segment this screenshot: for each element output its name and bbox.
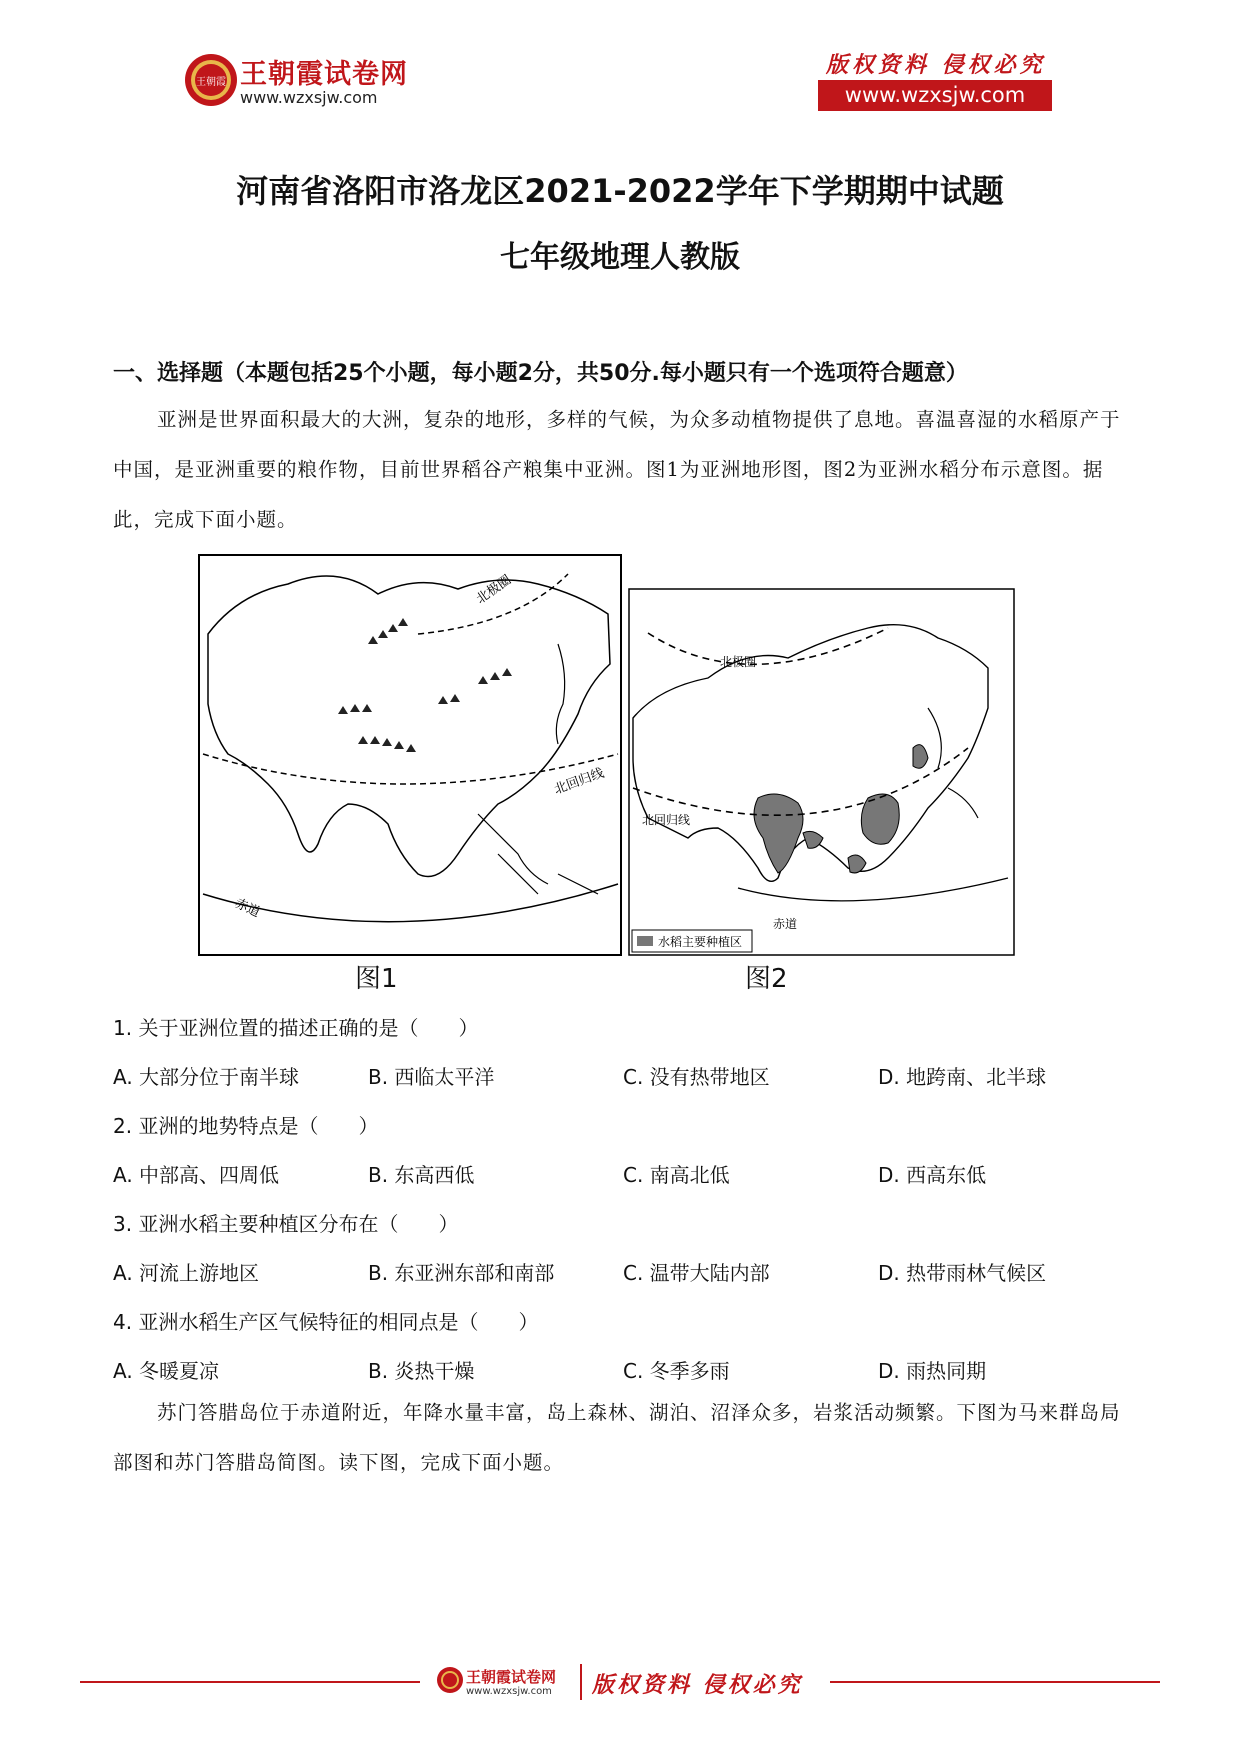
question-1-option-b: B. 西临太平洋: [368, 1065, 495, 1089]
question-2-option-c: C. 南高北低: [623, 1163, 730, 1187]
figure1-asia-terrain-map: [198, 554, 622, 956]
footer-brand-name: 王朝霞试卷网: [466, 1668, 557, 1686]
brand-seal-text: 王朝霞: [196, 77, 226, 88]
exam-title: 河南省洛阳市洛龙区2021-2022学年下学期期中试题: [236, 172, 1004, 210]
figure2-asia-rice-map: [628, 588, 1015, 956]
fig1-tropic-label: 北回归线: [552, 765, 607, 798]
question-1-option-c: C. 没有热带地区: [623, 1065, 770, 1089]
rice-legend: [632, 930, 752, 952]
brand-name: 王朝霞试卷网: [240, 59, 408, 90]
question-3-option-d: D. 热带雨林气候区: [878, 1261, 1047, 1285]
copyright-url-banner[interactable]: www.wzxsjw.com: [818, 80, 1052, 111]
question-3-option-a: A. 河流上游地区: [113, 1261, 260, 1285]
footer-logo-icon: [436, 1666, 464, 1694]
fig1-arctic-label: 北极圈: [473, 572, 515, 608]
question-1-stem: 1. 关于亚洲位置的描述正确的是（ ）: [113, 1016, 479, 1040]
question-3-stem: 3. 亚洲水稻主要种植区分布在（ ）: [113, 1212, 459, 1236]
figure1-caption: 图1: [355, 964, 398, 994]
brand-logo-icon: [183, 52, 239, 108]
question-4-option-d: D. 雨热同期: [878, 1359, 987, 1383]
footer-divider-right: [830, 1681, 1160, 1683]
exam-subtitle: 七年级地理人教版: [500, 240, 740, 275]
section-intro-paragraph: 亚洲是世界面积最大的大洲，复杂的地形，多样的气候，为众多动植物提供了息地。喜温喜湿的水稻原产于中国，是亚洲重要的粮作物，目前世界稻谷产粮集中亚洲。图1为亚洲地形图，图2为亚洲水稻分布示意图。据此，完成下面小题。: [113, 408, 1121, 531]
fig2-arctic-label: 北极圈: [720, 655, 757, 669]
question-2-option-a: A. 中部高、四周低: [113, 1163, 280, 1187]
question-4-option-b: B. 炎热干燥: [368, 1359, 475, 1383]
question-2-option-b: B. 东高西低: [368, 1163, 475, 1187]
footer-copyright-notice: 版权资料 侵权必究: [592, 1672, 803, 1698]
question-4-stem: 4. 亚洲水稻生产区气候特征的相同点是（ ）: [113, 1310, 539, 1334]
question-2-stem: 2. 亚洲的地势特点是（ ）: [113, 1114, 379, 1138]
footer-separator: [580, 1664, 582, 1700]
footer-divider-left: [80, 1681, 420, 1683]
question-3-option-c: C. 温带大陆内部: [623, 1261, 770, 1285]
brand-url[interactable]: www.wzxsjw.com: [240, 88, 378, 107]
question-4-option-a: A. 冬暖夏凉: [113, 1359, 220, 1383]
question-1-option-d: D. 地跨南、北半球: [878, 1065, 1047, 1089]
fig1-equator-label: 赤道: [232, 896, 263, 921]
question-1-option-a: A. 大部分位于南半球: [113, 1065, 300, 1089]
footer-brand-url[interactable]: www.wzxsjw.com: [466, 1686, 552, 1697]
section2-intro-paragraph: 苏门答腊岛位于赤道附近，年降水量丰富，岛上森林、湖泊、沼泽众多，岩浆活动频繁。下图为马来群岛局部图和苏门答腊岛简图。读下图，完成下面小题。: [113, 1401, 1121, 1474]
question-4-option-c: C. 冬季多雨: [623, 1359, 730, 1383]
question-3-option-b: B. 东亚洲东部和南部: [368, 1261, 555, 1285]
figure2-caption: 图2: [745, 964, 788, 994]
copyright-notice: 版权资料 侵权必究: [826, 52, 1046, 78]
fig2-tropic-label: 北回归线: [642, 813, 691, 827]
fig2-legend-label: 水稻主要种植区: [658, 935, 743, 949]
section-heading: 一、选择题（本题包括25个小题，每小题2分，共50分.每小题只有一个选项符合题意）: [113, 361, 968, 386]
question-2-option-d: D. 西高东低: [878, 1163, 987, 1187]
fig2-equator-label: 赤道: [773, 917, 798, 931]
